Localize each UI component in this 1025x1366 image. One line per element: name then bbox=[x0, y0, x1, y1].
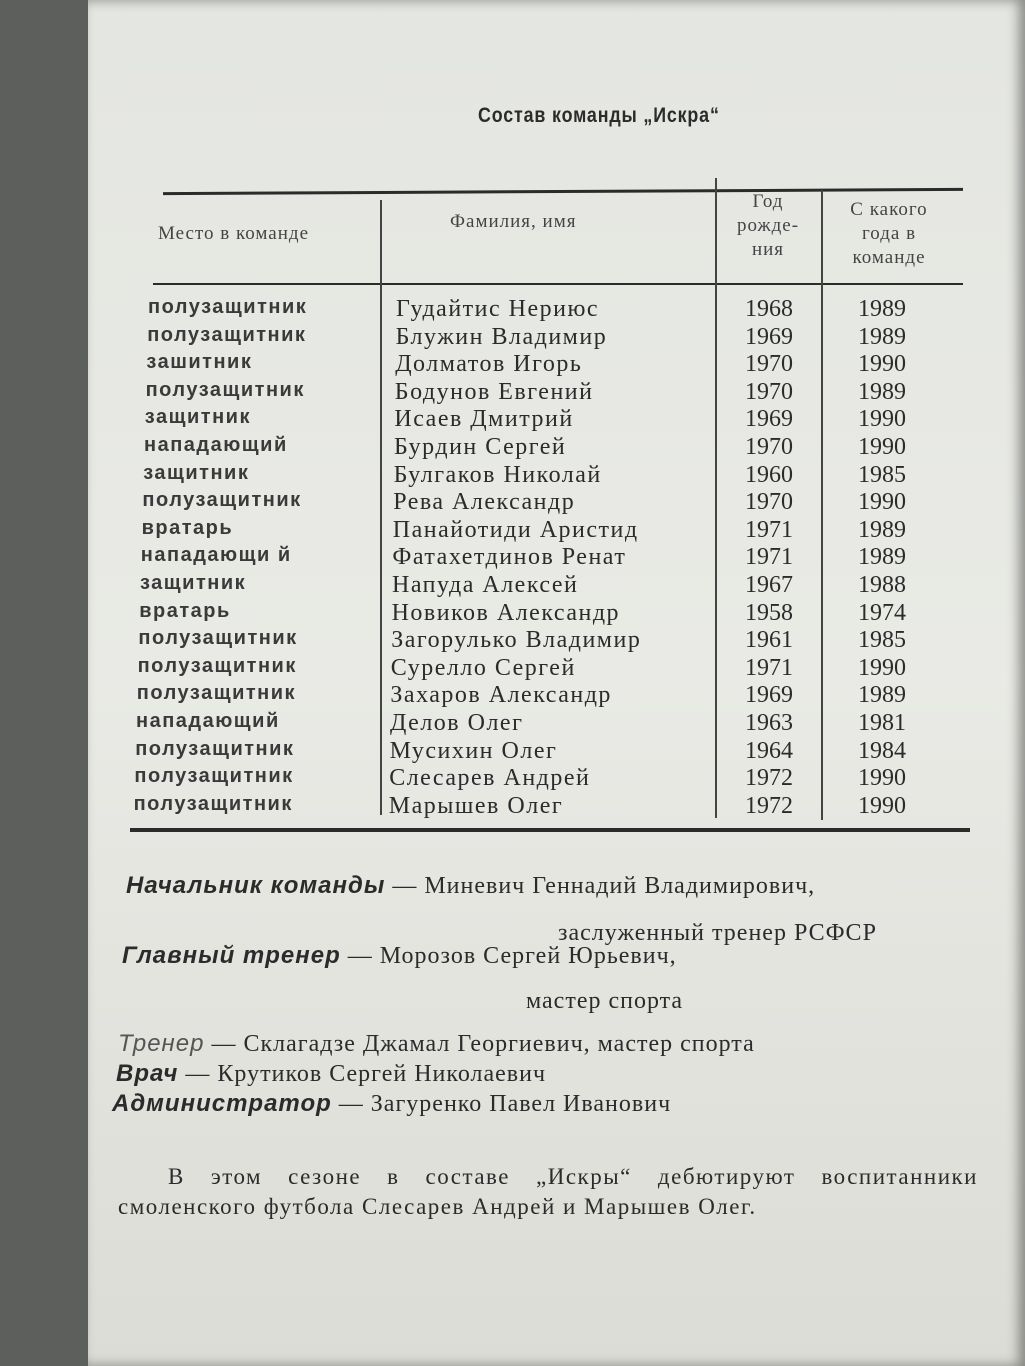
since-year-cell: 1974 bbox=[858, 599, 906, 626]
since-year-cell: 1990 bbox=[858, 406, 906, 433]
position-cell: нападающий bbox=[136, 710, 280, 732]
staff-line-extra: мастер спорта bbox=[526, 988, 684, 1014]
birth-year-cell: 1964 bbox=[745, 737, 793, 764]
staff-line: Врач — Крутиков Сергей Николаевич bbox=[116, 1060, 547, 1087]
birth-year-cell: 1971 bbox=[745, 654, 793, 681]
since-year-cell: 1985 bbox=[858, 461, 906, 488]
since-year-cell: 1990 bbox=[858, 792, 906, 819]
since-year-cell: 1990 bbox=[858, 765, 906, 792]
name-cell: Захаров Александр bbox=[390, 682, 612, 709]
table-row bbox=[88, 572, 1025, 599]
table-row bbox=[88, 738, 1025, 765]
position-cell: защитник bbox=[143, 461, 250, 484]
name-cell: Сурелло Сергей bbox=[390, 654, 576, 681]
position-cell: защитник bbox=[144, 406, 251, 429]
position-cell: вратарь bbox=[139, 599, 231, 622]
position-cell: полузащитник bbox=[133, 792, 293, 815]
position-cell: полузащитник bbox=[134, 765, 294, 788]
name-cell: Рева Александр bbox=[393, 489, 576, 516]
position-cell: зашитник bbox=[146, 351, 253, 374]
name-cell: Блужин Владимир bbox=[395, 323, 608, 350]
name-cell: Марышев Олег bbox=[388, 792, 564, 819]
header-birth-year: Год рожде- ния bbox=[736, 191, 800, 260]
birth-year-cell: 1969 bbox=[745, 406, 793, 433]
name-cell: Делов Олег bbox=[390, 710, 524, 736]
table-row bbox=[88, 406, 1025, 433]
position-cell: нападающий bbox=[144, 434, 288, 456]
since-year-cell: 1989 bbox=[858, 516, 906, 543]
table-row bbox=[88, 544, 1025, 571]
since-year-cell: 1989 bbox=[858, 323, 906, 350]
birth-year-cell: 1968 bbox=[745, 296, 793, 322]
position-cell: полузащитник bbox=[137, 654, 297, 677]
table-row bbox=[88, 324, 1025, 351]
since-year-cell: 1981 bbox=[858, 710, 906, 736]
position-cell: нападающи й bbox=[140, 544, 292, 567]
position-cell: полузащитник bbox=[148, 296, 308, 318]
name-cell: Исаев Дмитрий bbox=[394, 406, 574, 433]
since-year-cell: 1989 bbox=[858, 378, 906, 405]
debut-paragraph: В этом сезоне в составе „Искры“ дебютируют воспитанники смоленского футбола Слесарев Андрей и Марышев Олег. bbox=[118, 1164, 978, 1219]
name-cell: Бодунов Евгений bbox=[394, 378, 594, 405]
table-bottom-rule bbox=[130, 828, 970, 832]
birth-year-cell: 1967 bbox=[745, 572, 793, 598]
birth-year-cell: 1969 bbox=[745, 682, 793, 709]
position-cell: полузащитник bbox=[142, 489, 302, 512]
since-year-cell: 1990 bbox=[858, 351, 906, 378]
table-row bbox=[88, 655, 1025, 682]
birth-year-cell: 1970 bbox=[745, 489, 793, 516]
name-cell: Долматов Игорь bbox=[395, 351, 583, 378]
since-year-cell: 1990 bbox=[858, 654, 906, 681]
since-year-cell: 1985 bbox=[858, 627, 906, 654]
birth-year-cell: 1972 bbox=[745, 765, 793, 792]
staff-line-extra: заслуженный тренер РСФСР bbox=[558, 920, 877, 946]
name-cell: Новиков Александр bbox=[391, 599, 621, 626]
header-bottom-rule bbox=[153, 283, 963, 285]
table-row bbox=[88, 462, 1025, 489]
name-cell: Бурдин Сергей bbox=[394, 434, 567, 460]
since-year-cell: 1989 bbox=[858, 544, 906, 571]
birth-year-cell: 1969 bbox=[745, 323, 793, 350]
staff-line: Главный тренер — Морозов Сергей Юрьевич, bbox=[122, 942, 677, 969]
birth-year-cell: 1963 bbox=[745, 710, 793, 736]
name-cell: Панайотиди Аристид bbox=[392, 516, 639, 543]
header-name: Фамилия, имя bbox=[450, 211, 577, 232]
header-position: Место в команде bbox=[158, 223, 310, 244]
since-year-cell: 1989 bbox=[858, 296, 906, 322]
since-year-cell: 1988 bbox=[858, 572, 906, 598]
name-cell: Мусихин Олег bbox=[389, 737, 558, 764]
table-row bbox=[88, 682, 1025, 709]
position-cell: полузащитник bbox=[147, 323, 307, 346]
position-cell: полузащитник bbox=[135, 737, 295, 760]
birth-year-cell: 1972 bbox=[745, 792, 793, 819]
table-row bbox=[88, 434, 1025, 461]
position-cell: вратарь bbox=[141, 516, 234, 539]
birth-year-cell: 1960 bbox=[745, 461, 793, 488]
birth-year-cell: 1971 bbox=[745, 544, 793, 571]
position-cell: полузащитник bbox=[145, 378, 305, 401]
name-cell: Загорулько Владимир bbox=[391, 627, 642, 654]
table-row bbox=[88, 710, 1025, 737]
birth-year-cell: 1971 bbox=[745, 516, 793, 543]
position-cell: полузащитник bbox=[138, 627, 298, 650]
table-row bbox=[88, 600, 1025, 627]
name-cell: Напуда Алексей bbox=[392, 572, 579, 598]
staff-line: Тренер — Склагадзе Джамал Георгиевич, мастер спорта bbox=[118, 1030, 755, 1057]
name-cell: Фатахетдинов Ренат bbox=[392, 544, 627, 571]
table-row bbox=[88, 517, 1025, 544]
name-cell: Булгаков Николай bbox=[393, 461, 602, 488]
position-cell: защитник bbox=[140, 572, 247, 594]
table-row bbox=[88, 765, 1025, 792]
birth-year-cell: 1970 bbox=[745, 351, 793, 378]
position-cell: полузащитник bbox=[136, 682, 297, 705]
table-row bbox=[88, 351, 1025, 378]
since-year-cell: 1989 bbox=[858, 682, 906, 709]
birth-year-cell: 1961 bbox=[745, 627, 793, 654]
name-cell: Гудайтис Нериюс bbox=[396, 296, 600, 322]
document-page bbox=[88, 0, 1025, 1366]
staff-line: Администратор — Загуренко Павел Иванович bbox=[112, 1090, 672, 1117]
staff-line: Начальник команды — Миневич Геннадий Владимирович, bbox=[126, 872, 816, 899]
birth-year-cell: 1970 bbox=[745, 434, 793, 460]
page-title: Состав команды „Искра“ bbox=[478, 104, 720, 127]
header-since: С какого года в команде bbox=[850, 199, 928, 268]
table-row bbox=[88, 296, 1025, 323]
table-row bbox=[88, 379, 1025, 406]
table-top-rule bbox=[163, 188, 963, 195]
name-cell: Слесарев Андрей bbox=[389, 765, 591, 792]
table-row bbox=[88, 489, 1025, 516]
birth-year-cell: 1958 bbox=[745, 599, 793, 626]
table-row bbox=[88, 627, 1025, 654]
since-year-cell: 1984 bbox=[858, 737, 906, 764]
birth-year-cell: 1970 bbox=[745, 378, 793, 405]
table-row bbox=[88, 793, 1025, 820]
since-year-cell: 1990 bbox=[858, 489, 906, 516]
since-year-cell: 1990 bbox=[858, 434, 906, 460]
